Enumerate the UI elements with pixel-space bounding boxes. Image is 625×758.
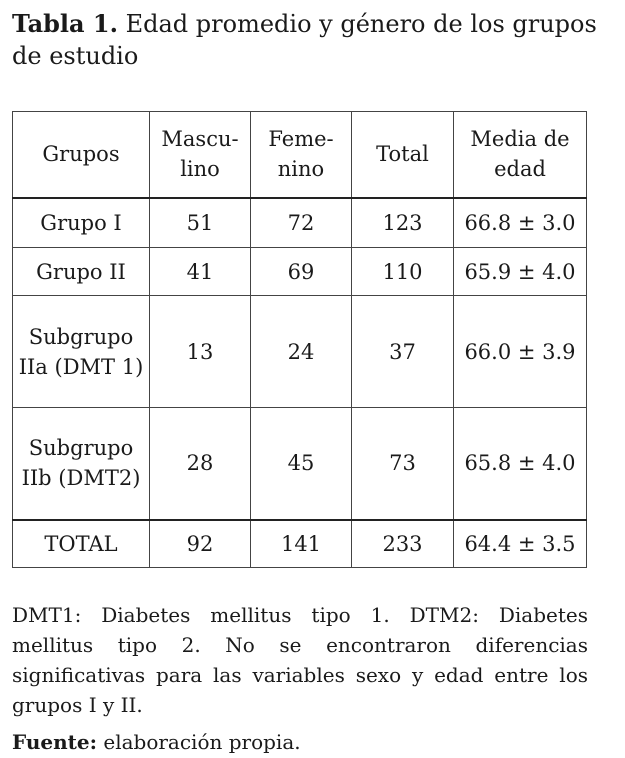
cell-male: 13 (150, 296, 251, 408)
table-row (13, 296, 587, 408)
sd-value: ± 4.0 (511, 451, 576, 476)
header-mean-age: Media de edad (454, 112, 587, 198)
mean-value: 64.4 (464, 531, 512, 556)
cell-group: TOTAL (13, 520, 150, 568)
cell-female: 69 (251, 248, 352, 296)
header-groups: Grupos (13, 112, 150, 198)
mean-value: 66.8 (464, 210, 512, 235)
data-table (12, 111, 587, 568)
cell-total: 73 (352, 408, 454, 520)
sd-value: ± 3.5 (511, 531, 576, 556)
cell-total: 123 (352, 198, 454, 248)
table-row (13, 198, 587, 248)
header-female: Feme-nino (251, 112, 352, 198)
cell-male: 92 (150, 520, 251, 568)
mean-value: 66.0 (464, 339, 512, 364)
cell-male: 41 (150, 248, 251, 296)
sd-value: ± 3.9 (511, 339, 576, 364)
mean-value: 65.8 (464, 451, 512, 476)
header-male: Mascu-lino (150, 112, 251, 198)
table-header-row (13, 112, 587, 198)
cell-mean (454, 520, 587, 568)
table-source (12, 727, 588, 757)
cell-mean (454, 248, 587, 296)
cell-mean (454, 408, 587, 520)
source-text: elaboración propia. (97, 730, 301, 754)
cell-male: 51 (150, 198, 251, 248)
cell-group: Subgrupo IIa (DMT 1) (13, 296, 150, 408)
cell-female: 45 (251, 408, 352, 520)
cell-group: Grupo I (13, 198, 150, 248)
caption-text: Edad promedio y género de los grupos de estudio (12, 10, 597, 70)
table-caption (12, 8, 602, 72)
cell-mean (454, 198, 587, 248)
cell-mean (454, 296, 587, 408)
source-label: Fuente: (12, 730, 97, 754)
cell-female: 72 (251, 198, 352, 248)
table-row (13, 408, 587, 520)
cell-total: 233 (352, 520, 454, 568)
cell-male: 28 (150, 408, 251, 520)
sd-value: ± 3.0 (511, 210, 576, 235)
table-notes: DMT1: Diabetes mellitus tipo 1. DTM2: Diabetes mellitus tipo 2. No se encontraron diferencias significativas para las variables sexo y edad entre los grupos I y II. (12, 603, 588, 717)
mean-value: 65.9 (464, 259, 512, 284)
header-total: Total (352, 112, 454, 198)
table-total-row (13, 520, 587, 568)
table-row (13, 248, 587, 296)
cell-group: Subgrupo IIb (DMT2) (13, 408, 150, 520)
sd-value: ± 4.0 (511, 259, 576, 284)
caption-label: Tabla 1. (12, 9, 118, 38)
cell-female: 141 (251, 520, 352, 568)
cell-total: 37 (352, 296, 454, 408)
cell-female: 24 (251, 296, 352, 408)
cell-total: 110 (352, 248, 454, 296)
cell-group: Grupo II (13, 248, 150, 296)
